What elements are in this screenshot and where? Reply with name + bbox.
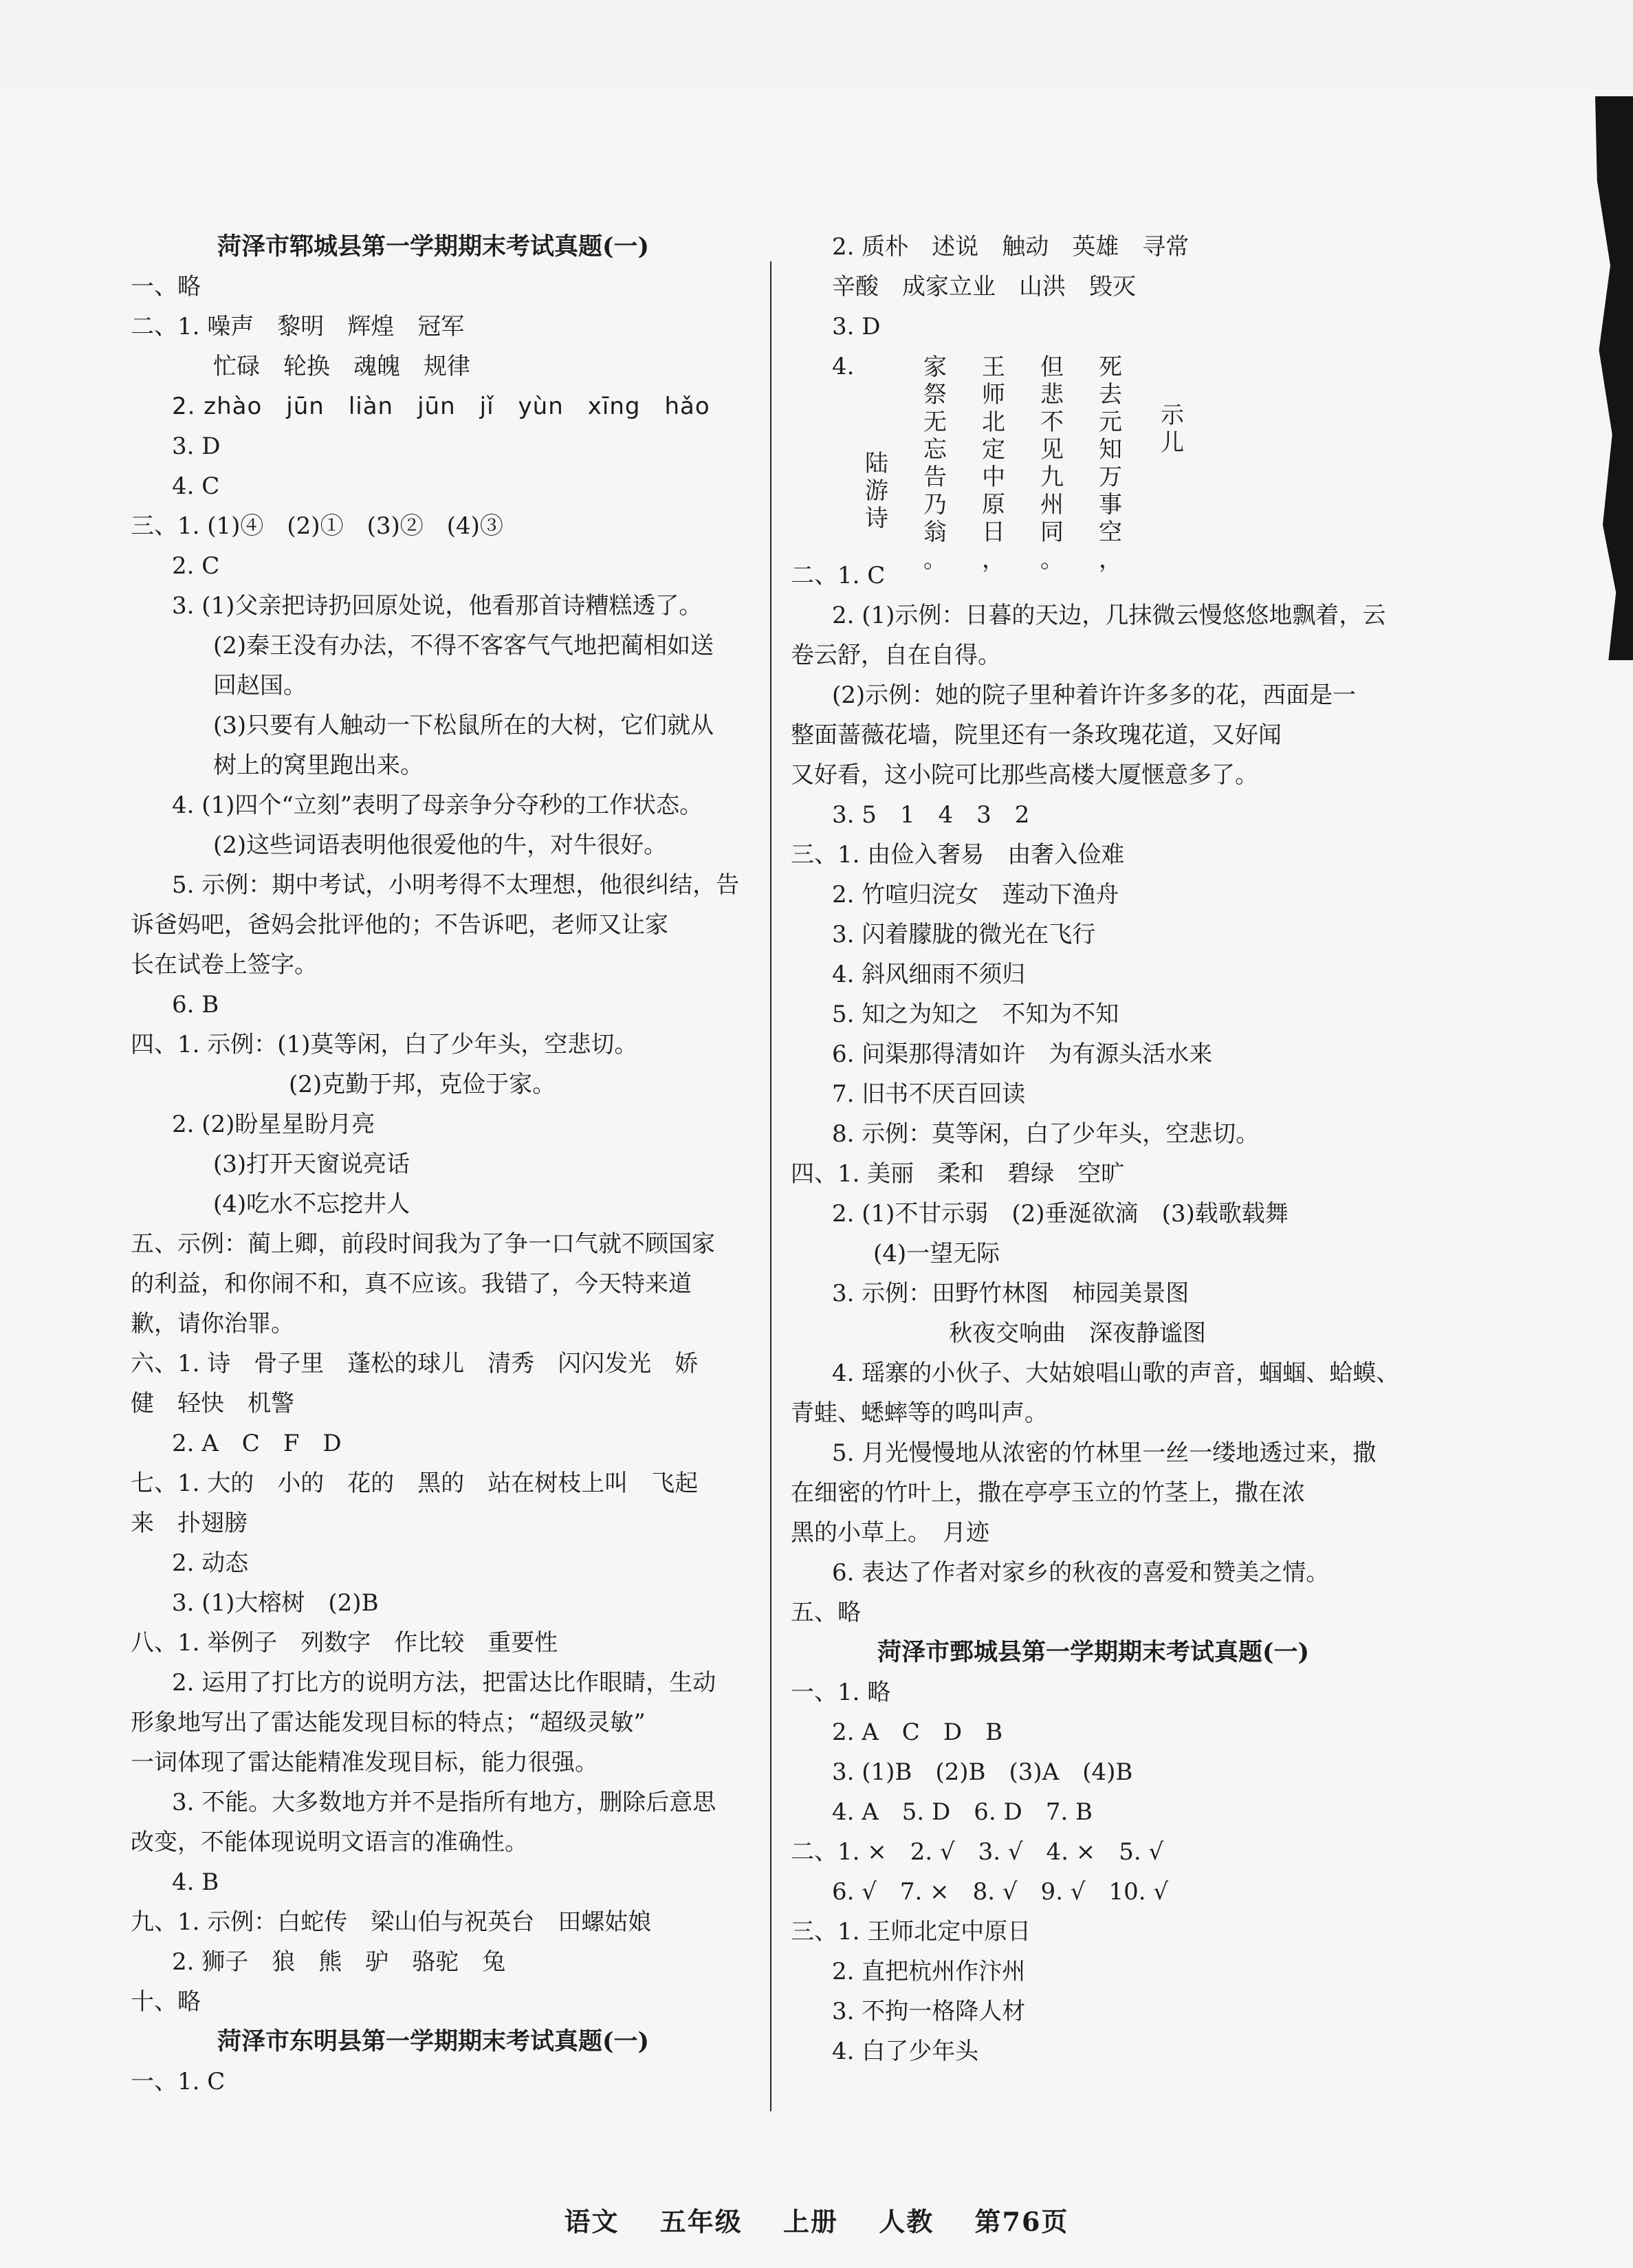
answer-line: 2. (1)不甘示弱 (2)垂涎欲滴 (3)载歌载舞 [832, 1200, 1289, 1228]
answer-line: 3. 5 1 4 3 2 [832, 801, 1030, 829]
answer-line: 秋夜交响曲 深夜静谧图 [949, 1320, 1206, 1347]
answer-line: 三、1. 王师北定中原日 [791, 1918, 1031, 1945]
answer-line: 3. D [172, 433, 221, 460]
answer-line: 二、1. 噪声 黎明 辉煌 冠军 [131, 313, 465, 340]
answer-line: 2. 直把杭州作汴州 [832, 1958, 1026, 1985]
answer-line: 在细密的竹叶上，撒在亭亭玉立的竹茎上，撒在浓 [791, 1479, 1305, 1507]
answer-line: 一、1. C [131, 2068, 226, 2095]
poem-line: 家 祭 无 忘 告 乃 翁 。 [923, 353, 947, 574]
section-title: 菏泽市鄄城县第一学期期末考试真题(一) [877, 1638, 1310, 1666]
left-answer-list [131, 267, 740, 2022]
answer-line: 九、1. 示例：白蛇传 梁山伯与祝英台 田螺姑娘 [131, 1908, 652, 1936]
answer-line: (2)秦王没有办法，不得不客客气气地把蔺相如送 [213, 632, 714, 659]
answer-line: 四、1. 示例：(1)莫等闲，白了少年头，空悲切。 [131, 1031, 638, 1058]
answer-line: 3. D [832, 313, 881, 340]
answer-line: 3. (1)大榕树 (2)B [172, 1589, 379, 1617]
poem-title: 示 儿 [1161, 402, 1184, 457]
poem-line: 死 去 元 知 万 事 空 ， [1099, 353, 1122, 574]
answer-line: 2. (1)示例：日暮的天边，几抹微云慢悠悠地飘着，云 [832, 602, 1386, 629]
answer-line: 一、略 [131, 273, 201, 301]
answer-line: 3. 不拘一格降人材 [832, 1998, 1026, 2025]
answer-line: 六、1. 诗 骨子里 蓬松的球儿 清秀 闪闪发光 娇 [131, 1350, 699, 1377]
answer-line: 4. 白了少年头 [832, 2038, 979, 2065]
answer-line: 2. 狮子 狼 熊 驴 骆驼 兔 [172, 1948, 506, 1976]
answer-line: 一、1. 略 [791, 1679, 891, 1706]
answer-line: 歉，请你治罪。 [131, 1310, 294, 1338]
answer-line: 2. 质朴 述说 触动 英雄 寻常 [832, 233, 1190, 261]
answer-line: 6. 问渠那得清如许 为有源头活水来 [832, 1040, 1213, 1068]
footer-grade: 五年级 [659, 2206, 743, 2237]
answer-line: 十、略 [131, 1988, 201, 2016]
answer-line: 2. 运用了打比方的说明方法，把雷达比作眼睛，生动 [172, 1669, 716, 1697]
answer-line: (2)这些词语表明他很爱他的牛，对牛很好。 [213, 831, 668, 859]
answer-line: 4. 瑶寨的小伙子、大姑娘唱山歌的声音，蝈蝈、蛤蟆、 [832, 1360, 1400, 1387]
answer-line: 6. 表达了作者对家乡的秋夜的喜爱和赞美之情。 [832, 1559, 1330, 1586]
right-answer-list-top [791, 227, 1396, 347]
answer-line: (2)示例：她的院子里种着许许多多的花，西面是一 [832, 682, 1357, 709]
answer-line: 3. 示例：田野竹林图 柿园美景图 [832, 1280, 1190, 1307]
answer-line: 6. √ 7. × 8. √ 9. √ 10. √ [832, 1878, 1169, 1906]
answer-line: (4)吃水不忘挖井人 [213, 1190, 410, 1218]
answer-line: 2. zhào jūn liàn jūn jǐ yùn xīng hǎo [172, 393, 710, 420]
answer-line: 4. (1)四个“立刻”表明了母亲争分夺秒的工作状态。 [172, 792, 703, 819]
section-title: 菏泽市东明县第一学期期末考试真题(一) [217, 2027, 650, 2056]
answer-line: (3)打开天窗说亮话 [213, 1151, 410, 1178]
answer-line: 五、示例：蔺上卿，前段时间我为了争一口气就不顾国家 [131, 1230, 715, 1258]
answer-line: 4. A 5. D 6. D 7. B [832, 1798, 1093, 1826]
answer-line: 6. B [172, 991, 219, 1018]
answer-line: 长在试卷上签字。 [131, 951, 318, 979]
answer-line: 2. (2)盼星星盼月亮 [172, 1111, 375, 1138]
answer-line: 5. 知之为知之 不知为不知 [832, 1001, 1119, 1028]
footer-volume: 上册 [783, 2206, 839, 2237]
answer-line: 3. (1)B (2)B (3)A (4)B [832, 1758, 1133, 1786]
answer-line: 2. 动态 [172, 1549, 249, 1577]
right-column [791, 227, 1400, 2071]
poem-line: 王 师 北 定 中 原 日 ， [982, 353, 1005, 574]
answer-line: 5. 示例：期中考试，小明考得不太理想，他很纠结，告 [172, 871, 740, 899]
answer-line: 七、1. 大的 小的 花的 黑的 站在树枝上叫 飞起 [131, 1470, 699, 1497]
answer-line: 2. A C F D [172, 1430, 342, 1457]
answer-line: 卷云舒，自在自得。 [791, 642, 1001, 669]
answer-line: (2)克勤于邦，克俭于家。 [289, 1071, 556, 1098]
poem-line: 但 悲 不 见 九 州 同 。 [1040, 353, 1064, 574]
right-answer-list [791, 556, 1400, 1633]
column-divider [770, 261, 771, 2111]
answer-line: 黑的小草上。 月迹 [791, 1519, 989, 1547]
answer-line: 3. 闪着朦胧的微光在飞行 [832, 921, 1096, 948]
answer-line: 形象地写出了雷达能发现目标的特点；“超级灵敏” [131, 1709, 646, 1736]
answer-line: 四、1. 美丽 柔和 碧绿 空旷 [791, 1160, 1125, 1188]
answer-line: (4)一望无际 [873, 1240, 1000, 1267]
answer-line: 4. B [172, 1868, 219, 1896]
section-title: 菏泽市郓城县第一学期期末考试真题(一) [217, 232, 650, 261]
answer-line: 4. 斜风细雨不须归 [832, 961, 1026, 988]
scan-top-edge [0, 0, 1633, 89]
answer-line: 二、1. C [791, 562, 886, 589]
answer-line: (3)只要有人触动一下松鼠所在的大树，它们就从 [213, 712, 714, 739]
answer-line: 八、1. 举例子 列数字 作比较 重要性 [131, 1629, 558, 1657]
answer-line: 回赵国。 [213, 672, 307, 699]
answer-line: 又好看，这小院可比那些高楼大厦惬意多了。 [791, 761, 1258, 789]
answer-line: 诉爸妈吧，爸妈会批评他的；不告诉吧，老师又让家 [131, 911, 668, 939]
answer-line: 二、1. × 2. √ 3. √ 4. × 5. √ [791, 1838, 1164, 1866]
footer-subject: 语文 [564, 2206, 620, 2237]
answer-line: 青蛙、蟋蟀等的鸣叫声。 [791, 1399, 1048, 1427]
answer-line: 4. C [172, 472, 220, 500]
torn-edge [1595, 96, 1633, 660]
answer-line: 3. (1)父亲把诗扔回原处说，他看那首诗糟糕透了。 [172, 592, 703, 620]
answer-line: 忙碌 轮换 魂魄 规律 [213, 353, 470, 380]
poem-author: 陆 游 诗 [865, 450, 888, 532]
footer-page-number: 第76页 [974, 2206, 1069, 2237]
answer-line: 一词体现了雷达能精准发现目标，能力很强。 [131, 1749, 598, 1776]
vertical-poem [791, 347, 1396, 574]
answer-line: 辛酸 成家立业 山洪 毁灭 [832, 273, 1136, 301]
answer-line: 的利益，和你闹不和，真不应该。我错了，今天特来道 [131, 1270, 692, 1298]
answer-line: 2. 竹喧归浣女 莲动下渔舟 [832, 881, 1119, 908]
answer-line: 来 扑翅膀 [131, 1509, 248, 1537]
answer-line: 树上的窝里跑出来。 [213, 752, 424, 779]
answer-line: 3. 不能。大多数地方并不是指所有地方，删除后意思 [172, 1789, 716, 1816]
answer-line: 三、1. (1)④ (2)① (3)② (4)③ [131, 512, 503, 540]
right-answer-list-2 [791, 1672, 1396, 2071]
poem-number: 4. [832, 353, 855, 380]
answer-line: 三、1. 由俭入奢易 由奢入俭难 [791, 841, 1125, 869]
answer-line: 整面蔷薇花墙，院里还有一条玫瑰花道，又好闻 [791, 721, 1282, 749]
page-footer [0, 2201, 1633, 2238]
answer-line: 五、略 [791, 1599, 861, 1626]
left-column [131, 227, 740, 2102]
answer-line: 8. 示例：莫等闲，白了少年头，空悲切。 [832, 1120, 1260, 1148]
answer-line: 改变，不能体现说明文语言的准确性。 [131, 1829, 528, 1856]
footer-edition: 人教 [879, 2206, 934, 2237]
answer-line: 7. 旧书不厌百回读 [832, 1080, 1026, 1108]
answer-line: 5. 月光慢慢地从浓密的竹林里一丝一缕地透过来，撒 [832, 1439, 1377, 1467]
answer-line: 健 轻快 机警 [131, 1390, 294, 1417]
answer-line: 2. A C D B [832, 1719, 1003, 1746]
answer-line: 2. C [172, 552, 220, 580]
